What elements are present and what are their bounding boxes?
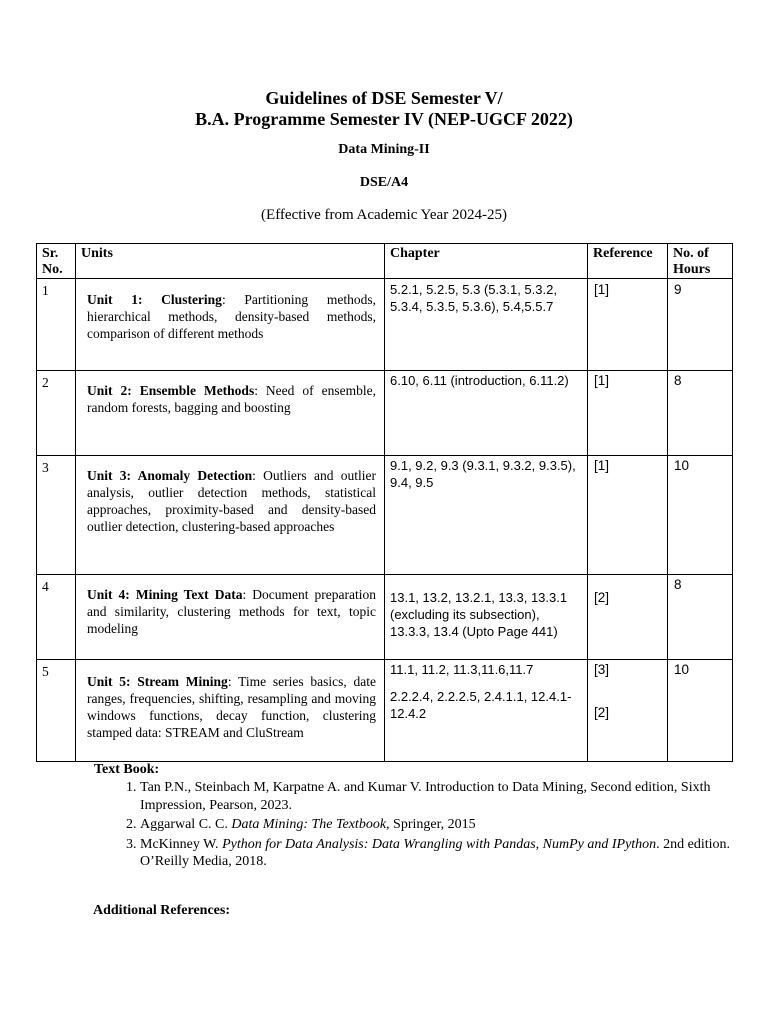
ref-title: Python for Data Analysis: Data Wrangling with Pandas, NumPy and IPython [222,836,657,852]
textbook-heading: Text Book: [94,762,160,777]
chapter-line-1: 11.1, 11.2, 11.3,11.6,11.7 [390,662,534,677]
chapter-cell [385,660,588,762]
unit-desc: : Need of ensemble, random forests, bagging and boosting [87,383,376,415]
textbook-section [94,762,159,778]
ref-title: Data Mining: The Textbook [231,817,387,832]
hours-cell: 8 [668,371,733,456]
reference-1: [3] [594,662,610,677]
hours-cell: 8 [668,575,733,660]
unit-cell [76,456,385,575]
table-row [37,660,733,762]
effective-note: (Effective from Academic Year 2024-25) [261,207,507,223]
table-row [37,575,733,660]
hours-cell: 10 [668,660,733,762]
sr-no: 3 [37,456,76,575]
ref-publisher: . 2nd edition. O’Reilly Media, 2018. [140,836,731,869]
unit-name: Unit 5: Stream Mining [87,674,228,689]
course-code: DSE/A4 [359,175,409,190]
sr-no: 2 [37,371,76,456]
additional-references-heading: Additional References: [93,903,230,918]
unit-desc: : Outliers and outlier analysis, outlier detection methods, statistical approaches, proximity-based and density-based outlier detection, clustering-based approaches [87,468,376,534]
unit-name: Unit 2: Ensemble Methods [87,383,255,398]
ref-publisher: , Springer, 2015 [386,817,476,832]
ref-author: Aggarwal C. C. [140,817,232,832]
textbook-list [118,779,740,873]
sr-no: 4 [37,575,76,660]
table-row [37,456,733,575]
unit-desc: : Time series basics, date ranges, frequencies, shifting, resampling and moving windows functions, decay function, clustering stamped data: STREAM and CluStream [87,674,376,740]
course-name: Data Mining-II [338,142,430,157]
doc-title-line1: Guidelines of DSE Semester V/ [265,88,503,108]
reference-cell: [2] [588,575,668,660]
list-item [140,816,740,834]
list-item [140,836,740,871]
reference-cell [588,660,668,762]
unit-cell [76,279,385,371]
reference-2: [2] [594,705,610,720]
chapter-cell: 5.2.1, 5.2.5, 5.3 (5.3.1, 5.3.2, 5.3.4, 5.3.5, 5.3.6), 5.4,5.5.7 [385,279,588,371]
unit-cell [76,660,385,762]
list-item [140,779,740,814]
unit-cell [76,575,385,660]
col-header-sr: Sr. No. [37,244,76,279]
reference-cell: [1] [588,279,668,371]
col-header-hours: No. of Hours [668,244,733,279]
unit-name: Unit 1: Clustering [87,292,222,307]
table-row [37,279,733,371]
chapter-cell: 9.1, 9.2, 9.3 (9.3.1, 9.3.2, 9.3.5), 9.4, 9.5 [385,456,588,575]
reference-cell: [1] [588,371,668,456]
reference-cell: [1] [588,456,668,575]
sr-no: 1 [37,279,76,371]
sr-no: 5 [37,660,76,762]
syllabus-table [36,243,733,762]
unit-desc: : Document preparation and similarity, clustering methods for text, topic modeling [87,587,376,636]
ref-text: Tan P.N., Steinbach M, Karpatne A. and Kumar V. Introduction to Data Mining, Second edition, Sixth Impression, Pearson, 2023. [140,780,711,813]
hours-cell: 10 [668,456,733,575]
unit-cell [76,371,385,456]
chapter-line-2: 2.2.2.4, 2.2.2.5, 2.4.1.1, 12.4.1-12.4.2 [390,689,572,721]
chapter-cell: 13.1, 13.2, 13.2.1, 13.3, 13.3.1 (excluding its subsection), 13.3.3, 13.4 (Upto Page 441) [385,575,588,660]
hours-cell: 9 [668,279,733,371]
col-header-units: Units [76,244,385,279]
table-header-row [37,244,733,279]
chapter-cell: 6.10, 6.11 (introduction, 6.11.2) [385,371,588,456]
unit-name: Unit 3: Anomaly Detection [87,468,253,483]
col-header-chapter: Chapter [385,244,588,279]
col-header-reference: Reference [588,244,668,279]
unit-desc: : Partitioning methods, hierarchical methods, density-based methods, comparison of different methods [87,292,376,341]
unit-name: Unit 4: Mining Text Data [87,587,243,602]
table-row [37,371,733,456]
ref-author: McKinney W. [140,836,223,852]
doc-title-line2: B.A. Programme Semester IV (NEP-UGCF 2022) [195,109,573,129]
